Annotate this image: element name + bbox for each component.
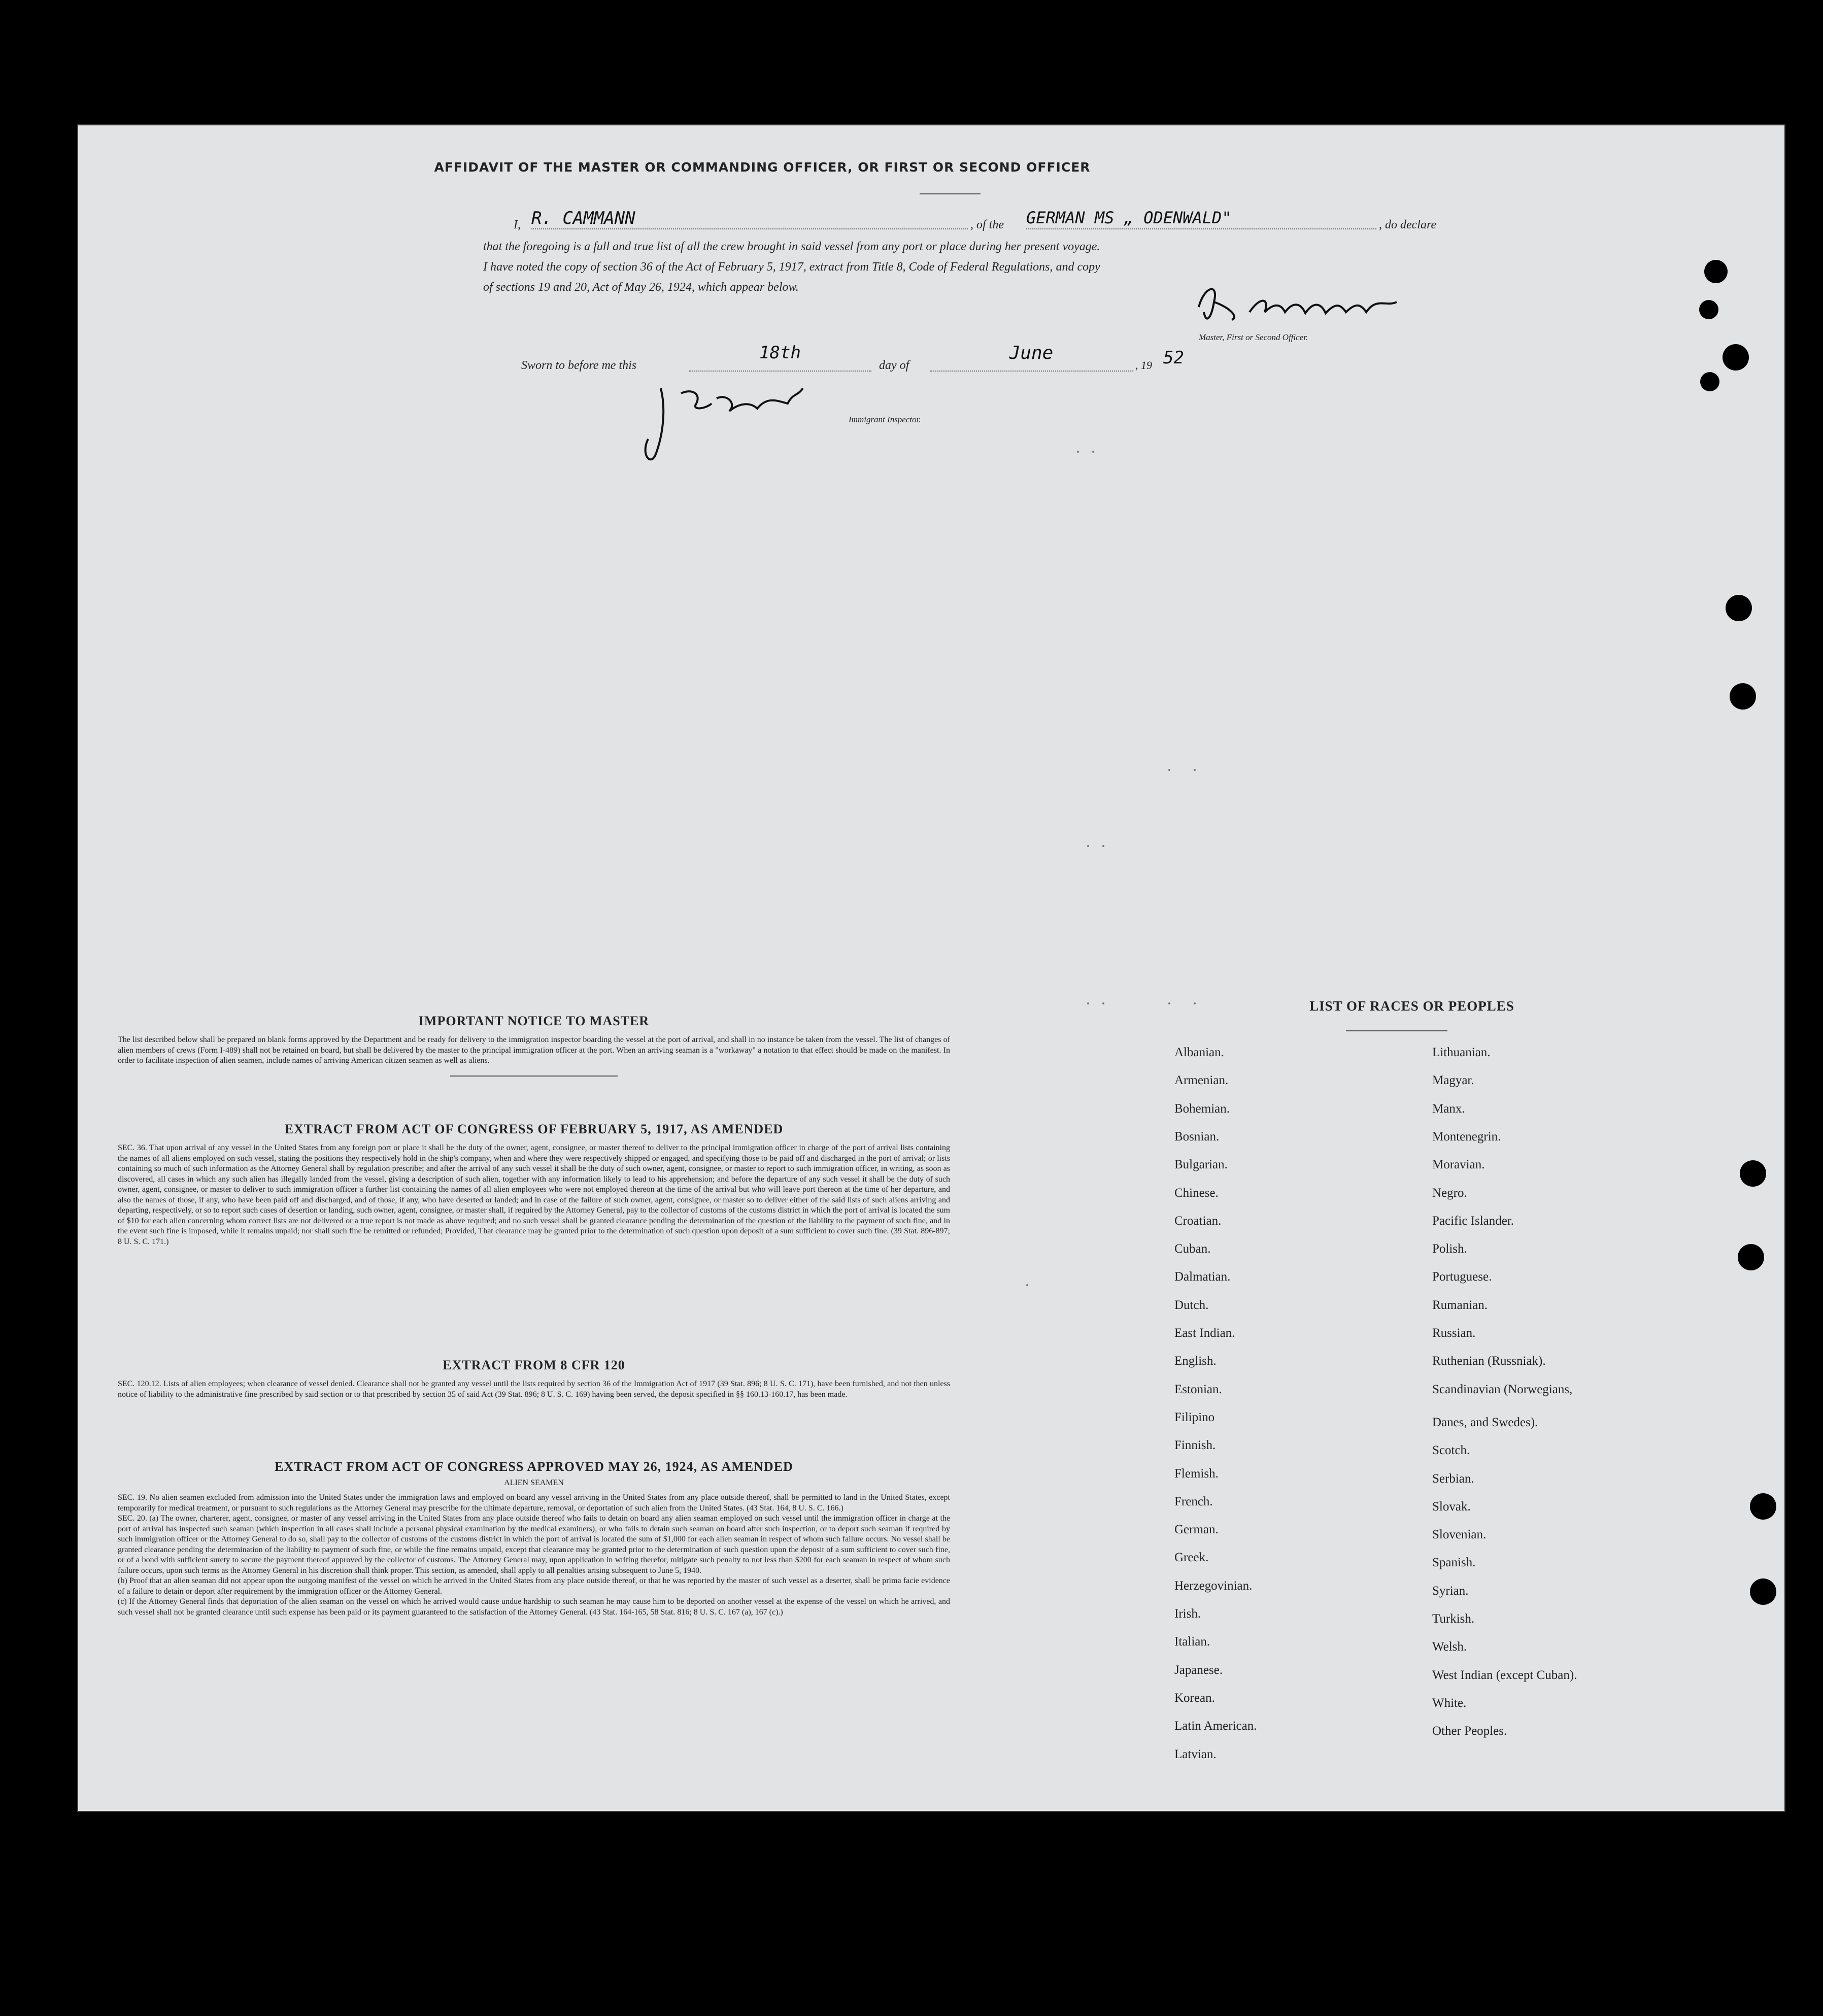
section-rule (450, 1076, 618, 1077)
race-item: Filipino (1174, 1410, 1215, 1424)
race-item: Irish. (1174, 1607, 1201, 1621)
extract-8cfr-title: EXTRACT FROM 8 CFR 120 (443, 1358, 625, 1372)
race-item: Montenegrin. (1432, 1129, 1501, 1144)
race-item: Estonian. (1174, 1382, 1222, 1396)
binder-hole (1723, 344, 1749, 371)
race-item: Other Peoples. (1432, 1724, 1507, 1738)
faint-mark (1168, 769, 1170, 771)
race-item: Italian. (1174, 1635, 1210, 1649)
race-item: Spanish. (1432, 1556, 1476, 1570)
race-item: East Indian. (1174, 1326, 1235, 1340)
race-item: Magyar. (1432, 1073, 1474, 1088)
sec-20a-body: SEC. 20. (a) The owner, charterer, agent, consignee, or master of any vessel arriving in the United States from any place outside thereof who fails to detain on board any alien seaman employed on such vessel until the immigration officer in charge at the port of arrival has inspected such seaman (which inspection in all cases shall include a personal physical examination by the medical examiners), or who fails to detain such seaman on board after such inspection, or to deport such seaman if required by such immigration officer or the Attorney General to do so, shall pay to the collector of customs of the customs district in which the port of arrival is located the sum of $1,000 for each alien seaman in respect of whom such failure occurs. No vessel shall be granted clearance pending the determination of the liability to payment of such fine, or while the fine remains unpaid, except that clearance may be granted prior to the determination of such question upon the deposit of a sum sufficient to cover such fine, or of a bond with sufficient surety to secure the payment thereof approved by the collector of customs. The Attorney General may, upon application in writing therefor, mitigate such penalty to not less than $200 for each seaman in respect of whom such failure occurs, upon such terms as the Attorney General in his discretion shall think proper. This section, as amended, shall apply to all penalties arising subsequent to June 5, 1940. (118, 1514, 950, 1575)
race-item: Lithuanian. (1432, 1046, 1491, 1059)
race-item: Dutch. (1174, 1298, 1209, 1312)
title-rule (920, 193, 981, 194)
race-item: Welsh. (1432, 1640, 1467, 1654)
notice-section (118, 1014, 950, 1077)
affidavit-line1-mid: , of the (970, 218, 1004, 231)
vessel-name-field: GERMAN MS „ ODENWALD" (1026, 208, 1376, 229)
sworn-mid: day of (879, 359, 909, 372)
extract-1924-section (118, 1459, 950, 1618)
race-item: Pacific Islander. (1432, 1214, 1514, 1228)
races-title: LIST OF RACES OR PEOPLES (1309, 998, 1514, 1014)
race-item: Herzegovinian. (1174, 1578, 1253, 1593)
race-item: Croatian. (1174, 1214, 1222, 1228)
race-item: Slovak. (1432, 1499, 1471, 1514)
notice-title: IMPORTANT NOTICE TO MASTER (418, 1014, 650, 1028)
race-item: White. (1432, 1696, 1467, 1710)
race-item: Scotch. (1432, 1443, 1470, 1458)
sworn-day-field: 18th (689, 343, 871, 372)
race-item: Syrian. (1432, 1584, 1469, 1598)
affidavit-title: AFFIDAVIT OF THE MASTER OR COMMANDING OFFICER, OR FIRST OR SECOND OFFICER (434, 160, 1091, 175)
faint-mark (1102, 1002, 1104, 1004)
faint-mark (1168, 1002, 1170, 1004)
binder-hole (1704, 260, 1728, 283)
faint-mark (1102, 845, 1104, 847)
race-item: Latvian. (1174, 1747, 1217, 1761)
binder-hole (1700, 372, 1719, 391)
race-item: Cuban. (1174, 1242, 1211, 1256)
race-item: Moravian. (1432, 1158, 1485, 1172)
extract-1924-subtitle: ALIEN SEAMEN (504, 1479, 564, 1487)
race-item: Bosnian. (1174, 1129, 1220, 1144)
extract-8cfr-body: SEC. 120.12. Lists of alien employees; when clearance of vessel denied. Clearance shall not be granted any vessel until the lists required by section 36 of the Immigration Act of 1917 (39 Stat. 896; 8 U. S. C. 171), have been furnished, and not then unless notice of liability to the administrative fine prescribed by said section or to that prescribed by section 35 of said Act (39 Stat. 896; 8 U. S. C. 169) having been served, the deposit specified in §§ 160.13-160.17, has been made. (118, 1380, 950, 1399)
affidavit-line1-suffix: , do declare (1379, 218, 1437, 231)
race-item: Russian. (1432, 1326, 1476, 1340)
sec-20b-body: (b) Proof that an alien seaman did not appear upon the outgoing manifest of the vessel on which he arrived in the United States from any place outside thereof, or that he was reported by the master of such vessel as a deserter, shall be prima facie evidence of a failure to detain or deport after requirement by the immigration officer or the Attorney General. (118, 1576, 950, 1596)
sworn-prefix: Sworn to before me this (521, 359, 637, 372)
faint-mark (1194, 769, 1196, 771)
inspector-caption: Immigrant Inspector. (849, 415, 921, 424)
extract-1917-body: SEC. 36. That upon arrival of any vessel in the United States from any foreign port or place it shall be the duty of the owner, agent, consignee, or master thereof to deliver to the principal immigration officer in charge of the port of arrival lists containing the names of all aliens employed on such vessel, stating the positions they respectively hold in the ship's company, when and where they were respectively shipped or engaged, and specifying those to be paid off and discharged in the port of arrival; or lists containing so much of such information as the Attorney General shall by regulation prescribe; and after the arrival of any such vessel it shall be the duty of such owner, agent, consignee, or master to report to such immigration officer, in writing, as soon as discovered, all cases in which any such alien has illegally landed from the vessel, giving a description of such alien, together with any information likely to lead to his apprehension; and before the departure of any such vessel it shall be the duty of such owner, agent, consignee, or master to deliver to such immigration officer a further list containing the names of all alien employees who were not employed thereon at the time of the arrival but who will leave port thereon at the time of her departure, and also the names of those, if any, who have been paid off and discharged, and of those, if any, who have deserted or landed; and in case of the failure of such owner, agent, consignee, or master so to deliver either of the said lists of such aliens arriving and departing, respectively, or so to report such cases of desertion or landing, such owner, agent, consignee, or master shall, if required by the Attorney General, pay to the collector of customs of the customs district in which the port of arrival is located the sum of $10 for each alien concerning whom correct lists are not delivered or a true report is not made as above required; and no such vessel shall be granted clearance pending the determination of the question of the liability to the payment of such fine, and in the event such fine is imposed, while it remains unpaid; nor shall such fine be remitted or refunded; Provided, That clearance may be granted prior to the determination of such question upon deposit of a sum sufficient to cover such fine. (39 Stat. 896-897; 8 U. S. C. 171.) (118, 1144, 950, 1246)
affidavit-line3: I have noted the copy of section 36 of the Act of February 5, 1917, extract from Title 8, Code of Federal Regulations, and copy (483, 260, 1100, 274)
race-item: Danes, and Swedes). (1432, 1415, 1538, 1429)
sworn-month-field: June (930, 343, 1133, 372)
binder-hole (1699, 300, 1718, 319)
race-item: French. (1174, 1494, 1213, 1508)
race-item: Albanian. (1174, 1046, 1224, 1059)
race-item: Negro. (1432, 1186, 1467, 1200)
race-item: Bulgarian. (1174, 1158, 1228, 1172)
sec-20c-body: (c) If the Attorney General finds that deportation of the alien seaman on the vessel on which he arrived would cause undue hardship to such seaman he may cause him to be deported on another vessel at the expense of the vessel on which he arrived, and such vessel shall not be granted clearance until such expense has been paid or its payment guaranteed to the satisfaction of the Attorney General. (43 Stat. 164-165, 58 Stat. 816; 8 U. S. C. 167 (a), 167 (c).) (118, 1597, 950, 1617)
race-item: Korean. (1174, 1691, 1215, 1705)
document-page (77, 124, 1785, 1812)
notice-body: The list described below shall be prepared on blank forms approved by the Department and be ready for delivery to the immigration inspector boarding the vessel at the port of arrival, and shall in no instance be taken from the vessel. The list of changes of alien members of crews (Form I-489) shall not be retained on board, but shall be delivered by the master to the principal immigration officer at the port. When an arriving seaman is a "workaway" a notation to that effect should be made on the manifest. In order to facilitate inspection of alien seamen, include names of arriving American citizen seamen as well as aliens. (118, 1035, 950, 1065)
race-item: Serbian. (1432, 1471, 1474, 1486)
master-signature (1184, 277, 1498, 332)
faint-mark (1194, 1002, 1196, 1004)
race-item: Flemish. (1174, 1466, 1219, 1481)
affidavit-line4: of sections 19 and 20, Act of May 26, 1924, which appear below. (483, 281, 799, 294)
faint-mark (1026, 1284, 1028, 1286)
sworn-year-prefix: , 19 (1135, 359, 1152, 372)
binder-hole (1740, 1160, 1766, 1187)
race-item: Rumanian. (1432, 1298, 1488, 1312)
extract-1924-title: EXTRACT FROM ACT OF CONGRESS APPROVED MAY 26, 1924, AS AMENDED (275, 1459, 793, 1474)
race-item: Scandinavian (Norwegians, (1432, 1382, 1573, 1396)
race-item: West Indian (except Cuban). (1432, 1668, 1577, 1682)
faint-mark (1092, 451, 1094, 453)
race-item: Armenian. (1174, 1073, 1229, 1088)
faint-mark (1087, 845, 1089, 847)
races-rule (1346, 1030, 1447, 1031)
extract-8cfr-section (118, 1358, 950, 1400)
faint-mark (1087, 1002, 1089, 1004)
race-item: Portuguese. (1432, 1270, 1492, 1284)
race-item: Ruthenian (Russniak). (1432, 1354, 1546, 1368)
binder-hole (1750, 1493, 1776, 1520)
race-item: Japanese. (1174, 1663, 1223, 1677)
binder-hole (1750, 1578, 1776, 1605)
extract-1917-section (118, 1122, 950, 1247)
binder-hole (1730, 683, 1756, 710)
inspector-signature (625, 373, 838, 475)
affidavit-line2: that the foregoing is a full and true list of all the crew brought in said vessel from any port or place during her present voyage. (483, 240, 1100, 253)
sec-19-body: SEC. 19. No alien seamen excluded from admission into the United States under the immigration laws and employed on board any vessel arriving in the United States from any place outside thereof, shall be permitted to land in the United States, except temporarily for medical treatment, or pursuant to such regulations as the Attorney General may prescribe for the ultimate departure, removal, or deportation of such alien from the United States. (43 Stat. 164, 8 U. S. C. 166.) (118, 1493, 950, 1513)
race-item: Latin American. (1174, 1719, 1257, 1733)
race-item: Finnish. (1174, 1438, 1216, 1453)
master-name-field: R. CAMMANN (531, 208, 968, 229)
binder-hole (1726, 595, 1752, 621)
race-item: German. (1174, 1523, 1219, 1537)
race-item: Greek. (1174, 1551, 1209, 1565)
affidavit-line1-prefix: I, (514, 218, 521, 231)
race-item: Slovenian. (1432, 1528, 1487, 1542)
race-item: English. (1174, 1354, 1217, 1368)
race-item: Manx. (1432, 1101, 1465, 1116)
binder-hole (1738, 1244, 1764, 1270)
faint-mark (1077, 451, 1079, 453)
master-caption: Master, First or Second Officer. (1199, 332, 1308, 342)
race-item: Chinese. (1174, 1186, 1219, 1200)
extract-1917-title: EXTRACT FROM ACT OF CONGRESS OF FEBRUARY 5, 1917, AS AMENDED (284, 1122, 784, 1136)
race-item: Bohemian. (1174, 1101, 1230, 1116)
race-item: Turkish. (1432, 1612, 1475, 1626)
sworn-year-field: 52 (1163, 348, 1184, 368)
race-item: Dalmatian. (1174, 1270, 1231, 1284)
race-item: Polish. (1432, 1242, 1467, 1256)
